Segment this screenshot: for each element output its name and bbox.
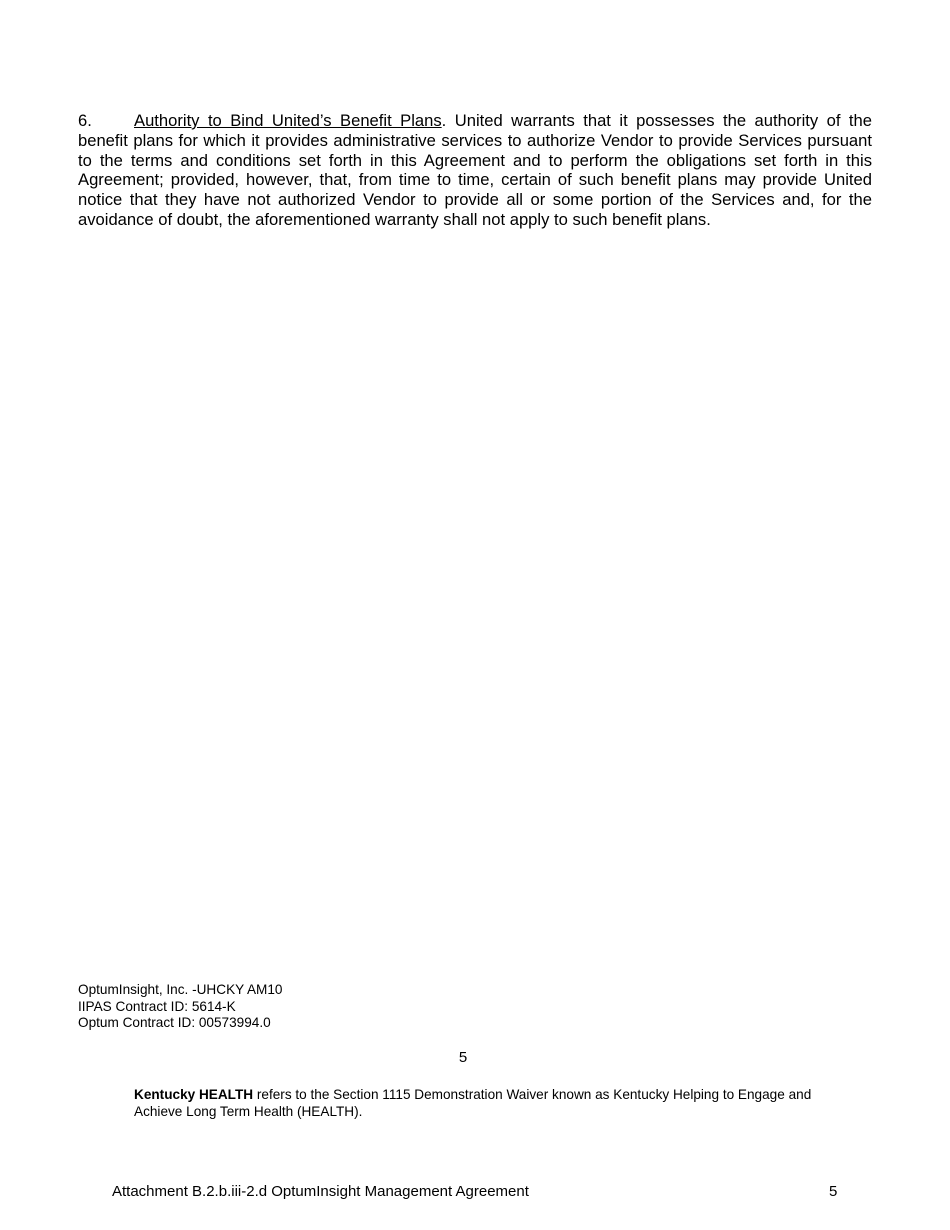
section-6 (78, 111, 872, 230)
footer-page-number: 5 (829, 1183, 838, 1200)
footnote-term: Kentucky HEALTH (134, 1087, 254, 1102)
contract-info (78, 982, 283, 1032)
contract-info-iipas-id: IIPAS Contract ID: 5614-K (78, 998, 236, 1014)
section-heading: Authority to Bind United’s Benefit Plans (134, 111, 442, 130)
section-body: . United warrants that it possesses the authority of the benefit plans for which it provides administrative services to authorize Vendor to provide Services pursuant to the terms and conditions set forth in this Agreement and to perform the obligations set forth in this Agreement; provided, however, that, from time to time, certain of such benefit plans may provide United notice that they have not authorized Vendor to provide all or some portion of the Services and, for the avoidance of doubt, the aforementioned warranty shall not apply to such benefit plans. (78, 111, 872, 229)
contract-info-optum-id: Optum Contract ID: 00573994.0 (78, 1015, 271, 1030)
contract-info-company: OptumInsight, Inc. -UHCKY AM10 (78, 982, 283, 997)
footnote-text: refers to the Section 1115 Demonstration Waiver known as Kentucky Helping to Engage and Achieve Long Term Health (HEALTH). (134, 1087, 812, 1119)
section-number: 6. (78, 111, 92, 130)
page-number: 5 (458, 1049, 468, 1066)
footnote (134, 1086, 854, 1120)
footer-title: Attachment B.2.b.iii-2.d OptumInsight Management Agreement (112, 1183, 529, 1200)
